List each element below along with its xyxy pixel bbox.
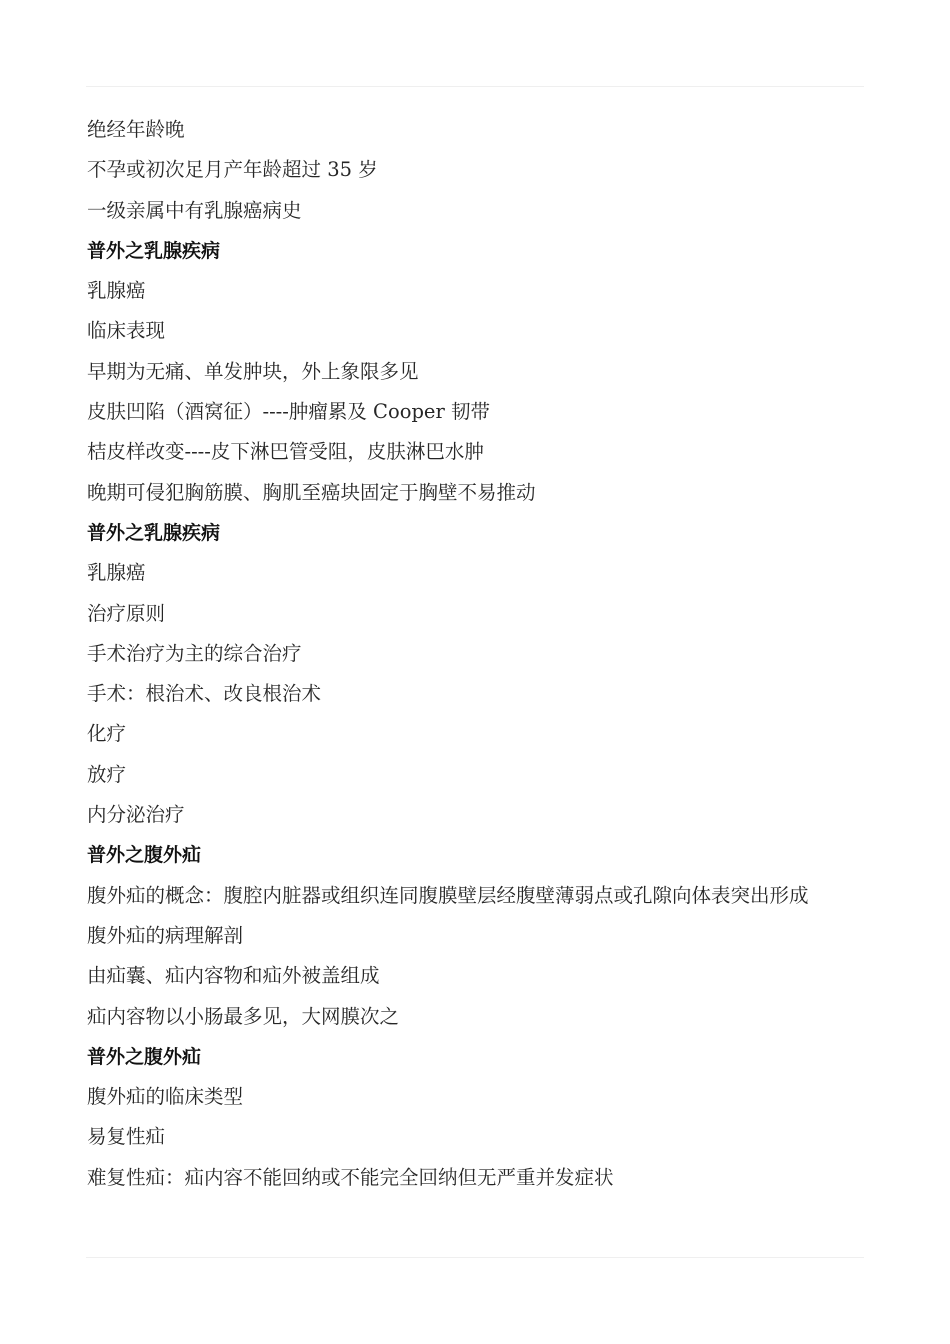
text-line: 早期为无痛、单发肿块，外上象限多见 [87, 359, 419, 383]
text-line: 皮肤凹陷（酒窝征）----肿瘤累及 Cooper 韧带 [87, 400, 490, 424]
bottom-divider [86, 1257, 864, 1258]
text-line: 化疗 [87, 722, 127, 746]
text-line: 腹外疝的病理解剖 [87, 923, 244, 947]
text-line: 放疗 [87, 762, 127, 786]
text-line: 难复性疝：疝内容不能回纳或不能完全回纳但无严重并发症状 [87, 1165, 614, 1189]
text-line: 临床表现 [87, 319, 166, 343]
text-line: 治疗原则 [87, 601, 166, 625]
text-line: 腹外疝的概念：腹腔内脏器或组织连同腹膜壁层经腹壁薄弱点或孔隙向体表突出形成 [87, 883, 809, 907]
text-line: 易复性疝 [87, 1125, 166, 1149]
text-line: 手术：根治术、改良根治术 [87, 682, 322, 706]
section-heading: 普外之乳腺疾病 [87, 239, 221, 262]
text-line: 内分泌治疗 [87, 803, 185, 827]
top-divider [86, 86, 864, 87]
section-heading: 普外之腹外疝 [87, 844, 202, 867]
text-line: 乳腺癌 [87, 279, 146, 303]
text-line: 腹外疝的临床类型 [87, 1085, 244, 1109]
text-line: 疝内容物以小肠最多见，大网膜次之 [87, 1004, 400, 1028]
text-line: 晚期可侵犯胸筋膜、胸肌至癌块固定于胸壁不易推动 [87, 480, 536, 504]
document-body [87, 110, 877, 1198]
text-line: 一级亲属中有乳腺癌病史 [87, 198, 302, 222]
text-line: 由疝囊、疝内容物和疝外被盖组成 [87, 964, 380, 988]
section-heading: 普外之乳腺疾病 [87, 521, 221, 544]
section-heading: 普外之腹外疝 [87, 1045, 202, 1068]
text-line: 不孕或初次足月产年龄超过 35 岁 [87, 158, 378, 182]
text-line: 乳腺癌 [87, 561, 146, 585]
text-line: 桔皮样改变----皮下淋巴管受阻，皮肤淋巴水肿 [87, 440, 484, 464]
text-line: 绝经年龄晚 [87, 118, 185, 141]
text-line: 手术治疗为主的综合治疗 [87, 641, 302, 665]
